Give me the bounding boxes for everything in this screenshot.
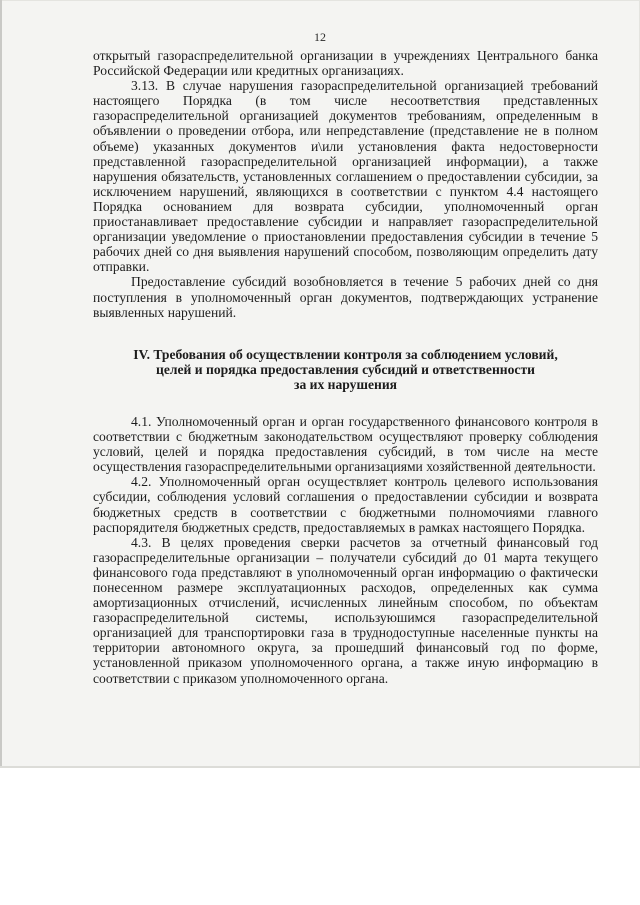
paragraph-3-13: 3.13. В случае нарушения газораспределительной организацией требований настоящего Порядка (в том числе несоответствия представленных газораспределительной организацией документов требованиям, определенным в объявлении о проведении отбора, или непредставление (представление не в полном объеме) указанных документов и\или установления факта недостоверности представленной газораспределительной организацией информации), а также нарушения обязательств, установленных соглашением о предоставлении субсидии, за исключением нарушений, являющихся в соответствии с пунктом 4.4 настоящего Порядка основанием для возврата субсидии, уполномоченный орган приостанавливает предоставление субсидии и направляет газораспределительной организации уведомление о приостановлении предоставления субсидии в течение 5 рабочих дней со дня выявления нарушений способом, позволяющим определить дату отправки. — [93, 78, 598, 275]
section-heading — [93, 347, 598, 392]
section-heading-line-1: IV. Требования об осуществлении контроля за соблюдением условий, — [133, 346, 558, 362]
document-body — [93, 48, 598, 686]
section-heading-line-3: за их нарушения — [293, 376, 398, 392]
page-edge-left — [0, 0, 2, 768]
paragraph-4-2: 4.2. Уполномоченный орган осуществляет контроль целевого использования субсидии, соблюдения условий соглашения о предоставлении субсидии и возврата бюджетных средств в соответствии с бюджетными полномочиями главного распорядителя бюджетных средств, предоставляемых в рамках настоящего Порядка. — [93, 474, 598, 535]
page-number: 12 — [314, 30, 326, 44]
paragraph-continuation: открытый газораспределительной организации в учреждениях Центрального банка Российской Федерации или кредитных организациях. — [93, 48, 598, 79]
paragraph-4-1: 4.1. Уполномоченный орган и орган государственного финансового контроля в соответствии с бюджетным законодательством осуществляют проверку соблюдения условий, целей и порядка предоставления субсидий, в том числе на месте осуществления газораспределительными организациями хозяйственной деятельности. — [93, 413, 598, 475]
section-heading-line-2: целей и порядка предоставления субсидий и ответственности — [156, 361, 535, 377]
paragraph-4-3: 4.3. В целях проведения сверки расчетов за отчетный финансовый год газораспределительные организации – получатели субсидий до 01 марта текущего финансового года представляют в уполномоченный орган информацию о фактически понесенном размере эксплуатационных расходов, определенных как сумма амортизационных отчислений, исчисленных линейным способом, по объектам газораспределительной системы, используюшимся газораспределительной организацией для транспортировки газа в труднодоступные населенные пункты на территории автономного округа, за прошедший финансовый год по форме, установленной приказом уполномоченного органа, а также иную информацию в соответствии с приказом уполномоченного органа. — [93, 534, 598, 686]
paragraph-resumption: Предоставление субсидий возобновляется в течение 5 рабочих дней со дня поступления в уполномоченный орган документов, подтверждающих устранение выявленных нарушений. — [93, 274, 598, 320]
page-edge-bottom — [0, 766, 640, 768]
